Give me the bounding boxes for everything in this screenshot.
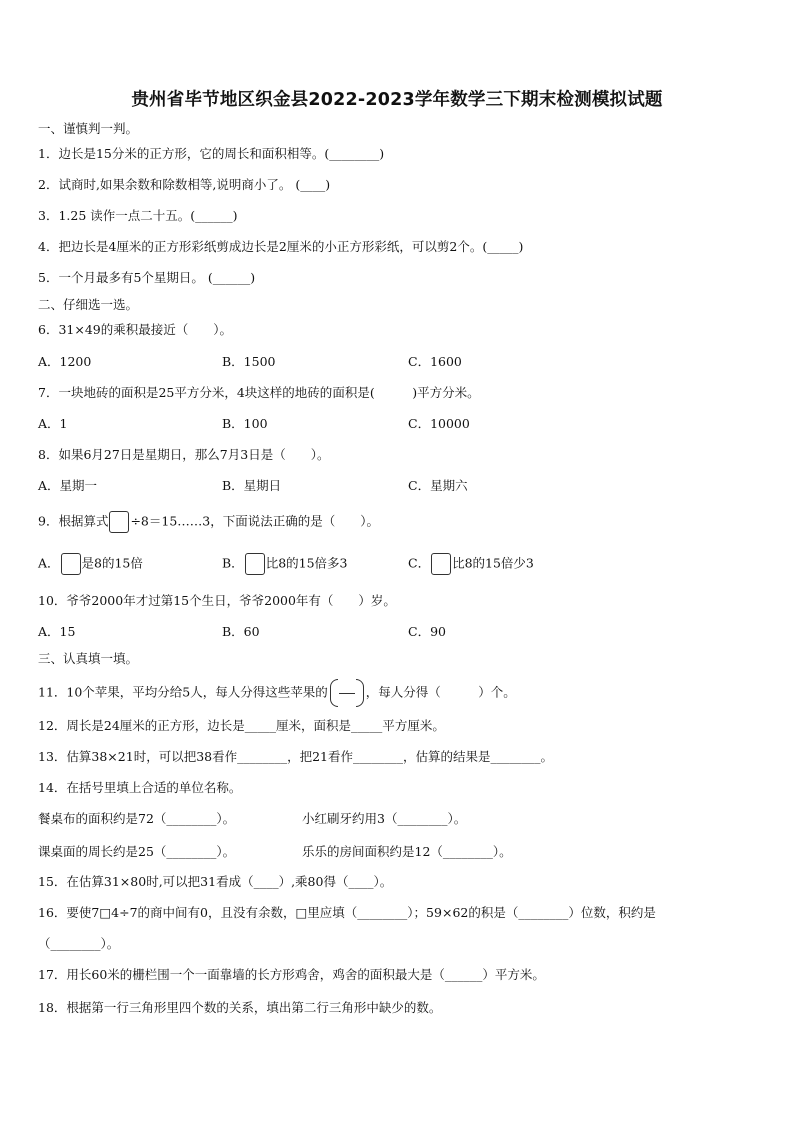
question-3: 3．1.25 读作一点二十五。(______) bbox=[38, 208, 238, 223]
option-6b: B．1500 bbox=[222, 354, 276, 369]
option-7a: A．1 bbox=[38, 416, 68, 431]
question-14c: 课桌面的周长约是25（________）。 bbox=[38, 844, 236, 859]
question-14b: 小红刷牙约用3（________）。 bbox=[302, 811, 467, 826]
blank-box bbox=[109, 511, 129, 533]
option-9b bbox=[222, 553, 348, 575]
question-17: 17．用长60米的栅栏围一个一面靠墙的长方形鸡舍，鸡舍的面积最大是（______）平方米。 bbox=[38, 967, 545, 982]
fraction-blank bbox=[330, 679, 364, 707]
option-10a: A．15 bbox=[38, 624, 76, 639]
question-10: 10．爷爷2000年才过第15个生日，爷爷2000年有（ ）岁。 bbox=[38, 593, 396, 608]
option-9a-text: 是8的15倍 bbox=[81, 555, 143, 571]
blank-box bbox=[245, 553, 265, 575]
question-14d: 乐乐的房间面积约是12（________）。 bbox=[302, 844, 512, 859]
question-5: 5．一个月最多有5个星期日。 (______) bbox=[38, 270, 256, 285]
option-6c: C．1600 bbox=[408, 354, 462, 369]
section-heading-judge: 一、谨慎判一判。 bbox=[38, 121, 139, 136]
blank-box bbox=[61, 553, 81, 575]
question-1: 1．边长是15分米的正方形，它的周长和面积相等。(________) bbox=[38, 146, 385, 161]
option-9a bbox=[38, 553, 143, 575]
question-11 bbox=[38, 679, 516, 707]
question-12: 12．周长是24厘米的正方形，边长是_____厘米，面积是_____平方厘米。 bbox=[38, 718, 445, 733]
question-4: 4．把边长是4厘米的正方形彩纸剪成边长是2厘米的小正方形彩纸，可以剪2个。(_____) bbox=[38, 239, 524, 254]
question-11-prefix: 11．10个苹果，平均分给5人，每人分得这些苹果的 bbox=[38, 684, 328, 700]
section-heading-fill: 三、认真填一填。 bbox=[38, 651, 139, 666]
question-11-suffix: ，每人分得（ ）个。 bbox=[365, 684, 516, 700]
question-7: 7．一块地砖的面积是25平方分米，4块这样的地砖的面积是( )平方分米。 bbox=[38, 385, 480, 400]
option-10c: C．90 bbox=[408, 624, 446, 639]
question-14a: 餐桌布的面积约是72（________）。 bbox=[38, 811, 236, 826]
question-16-continued: （________）。 bbox=[38, 936, 120, 951]
option-9b-text: 比8的15倍多3 bbox=[265, 555, 348, 571]
question-18: 18．根据第一行三角形里四个数的关系，填出第二行三角形中缺少的数。 bbox=[38, 1000, 442, 1015]
question-9-suffix: ÷8＝15……3，下面说法正确的是（ ）。 bbox=[130, 513, 379, 529]
option-7b: B．100 bbox=[222, 416, 268, 431]
section-heading-choose: 二、仔细选一选。 bbox=[38, 297, 139, 312]
question-14: 14．在括号里填上合适的单位名称。 bbox=[38, 780, 242, 795]
option-8c: C．星期六 bbox=[408, 478, 468, 493]
blank-box bbox=[431, 553, 451, 575]
page-title: 贵州省毕节地区织金县2022-2023学年数学三下期末检测模拟试题 bbox=[131, 90, 663, 110]
option-9b-prefix: B． bbox=[222, 555, 244, 571]
option-9c bbox=[408, 553, 534, 575]
option-10b: B．60 bbox=[222, 624, 260, 639]
option-9c-text: 比8的15倍少3 bbox=[452, 555, 534, 571]
option-7c: C．10000 bbox=[408, 416, 470, 431]
question-9-prefix: 9．根据算式 bbox=[38, 513, 109, 529]
question-13: 13．估算38×21时，可以把38看作________，把21看作________，估算的结果是________。 bbox=[38, 749, 554, 764]
question-15: 15．在估算31×80时,可以把31看成（____）,乘80得（____）。 bbox=[38, 874, 393, 889]
question-2: 2．试商时,如果余数和除数相等,说明商小了。 (____) bbox=[38, 177, 331, 192]
question-9 bbox=[38, 511, 379, 533]
option-6a: A．1200 bbox=[38, 354, 92, 369]
question-6: 6．31×49的乘积最接近（ ）。 bbox=[38, 322, 232, 337]
question-16: 16．要使7□4÷7的商中间有0，且没有余数，□里应填（________）；59×62的积是（________）位数，积约是 bbox=[38, 905, 656, 920]
question-8: 8．如果6月27日是星期日，那么7月3日是（ ）。 bbox=[38, 447, 330, 462]
option-8b: B．星期日 bbox=[222, 478, 282, 493]
option-9a-prefix: A． bbox=[38, 555, 60, 571]
option-9c-prefix: C． bbox=[408, 555, 431, 571]
option-8a: A．星期一 bbox=[38, 478, 98, 493]
